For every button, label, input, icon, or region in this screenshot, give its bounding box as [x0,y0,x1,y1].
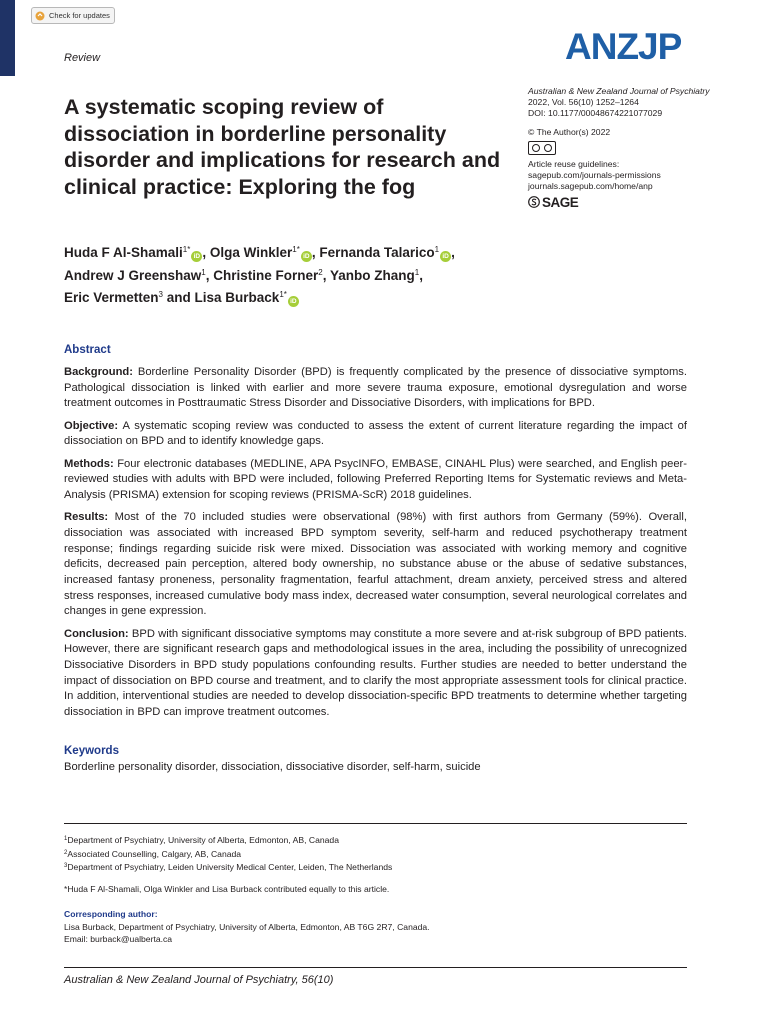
author-affiliation-marker: 1 [414,267,420,277]
publisher-name: SAGE [542,194,579,210]
author-separator: and [163,290,195,305]
author-separator: , [419,267,423,283]
page-footer: Australian & New Zealand Journal of Psychiatry, 56(10) [64,974,334,986]
author-affiliation-marker: 1 [434,245,440,254]
abstract-section-label: Conclusion: [64,627,129,640]
keywords-text: Borderline personality disorder, dissociation, dissociative disorder, self-harm, suicide [64,761,481,773]
publisher-logo [528,196,758,208]
corresponding-heading: Corresponding author: [64,909,158,919]
author-affiliation-marker: 3 [158,290,163,299]
author-separator: , [311,245,320,260]
article-type: Review [64,52,101,64]
by-circle-icon [544,144,552,152]
author-separator: , [202,245,210,260]
abstract-heading: Abstract [64,344,111,356]
meta-volume: 2022, Vol. 56(10) 1252–1264 [528,97,639,107]
abstract-section-label: Results: [64,511,109,524]
abstract-section-text: A systematic scoping review was conducted to assess the extent of current literature regarding the impact of dissociation on BPD and to identify knowledge gaps. [64,419,687,448]
left-accent-bar [0,0,15,76]
abstract-section-label: Methods: [64,457,114,470]
author-affiliation-marker: 1* [279,290,287,299]
equal-contribution-note: *Huda F Al-Shamali, Olga Winkler and Lisa Burback contributed equally to this article. [64,884,390,894]
author-name[interactable]: Yanbo Zhang [330,267,415,283]
meta-journal-link[interactable]: journals.sagepub.com/home/anp [528,181,653,191]
author-list [64,240,564,308]
affiliation-marker: 3 [64,863,68,870]
meta-journal: Australian & New Zealand Journal of Psychiatry [528,86,710,96]
footer-divider [64,967,687,968]
affiliation-item [64,860,392,874]
abstract-section-label: Background: [64,366,133,378]
article-title: A systematic scoping review of dissociation in borderline personality disorder and implications for research and clinical practice: Exploring the fog [64,95,501,199]
author-name[interactable]: Andrew J Greenshaw [64,267,202,283]
orcid-icon[interactable]: iD [440,251,451,262]
orcid-icon[interactable]: iD [288,296,299,307]
author-affiliation-marker: 1* [292,245,300,254]
author-name[interactable]: Eric Vermetten [64,290,159,305]
keywords-heading: Keywords [64,745,119,757]
update-icon [35,11,45,21]
cc-circle-icon [532,144,540,152]
author-name[interactable]: Christine Forner [213,267,319,283]
meta-reuse: Article reuse guidelines: [528,159,620,169]
orcid-icon[interactable]: iD [191,251,202,262]
abstract-paragraph [64,627,687,721]
abstract-paragraph [64,365,687,412]
check-for-updates-label: Check for updates [49,11,110,20]
abstract-section-label: Objective: [64,419,119,432]
article-meta [528,86,758,208]
journal-logo: ANZJP [565,26,682,67]
affiliation-item [64,833,392,847]
meta-copyright: © The Author(s) 2022 [528,127,611,137]
affiliations [64,833,392,874]
corresponding-email[interactable]: Email: burback@ualberta.ca [64,934,173,945]
affiliation-marker: 1 [64,836,68,842]
abstract-section-text: Four electronic databases (MEDLINE, APA PsycINFO, EMBASE, CINAHL Plus) were searched, and English peer-reviewed studies with adults with BPD were included, following Preferred Reporting Items for Systematic reviews and Meta-Analysis (PRISMA) extension for scoping reviews (PRISMA-ScR) 2018 guidelines. [64,457,687,501]
author-affiliation-marker: 2 [318,267,323,277]
orcid-icon[interactable]: iD [301,251,312,262]
affiliation-marker: 2 [64,849,68,856]
corresponding-address: Lisa Burback, Department of Psychiatry, University of Alberta, Edmonton, AB T6G 2R7, Canada. [64,922,430,932]
affiliation-text: Department of Psychiatry, University of Alberta, Edmonton, AB, Canada [67,835,339,845]
abstract-body [64,365,687,727]
affiliation-text: Department of Psychiatry, Leiden University Medical Center, Leiden, The Netherlands [67,862,393,873]
check-for-updates-button[interactable] [31,7,115,24]
author-affiliation-marker: 1 [201,267,206,277]
abstract-section-text: Borderline Personality Disorder (BPD) is frequently complicated by the presence of dissociative symptoms. Pathological dissociation is linked with earlier and more severe trauma exposure, emotional dysregulation and worse treatment outcomes in Posttraumatic Stress Disorder and Dissociative Disorders, with implications for BPD. [64,366,687,410]
author-separator: , [205,267,214,283]
abstract-section-text: Most of the 70 included studies were observational (98%) with first authors from Germany (59%). Overall, dissociation was associated with increased BPD symptom severity, self-harm and reduced psychotherapy treatment response; findings regarding suicide risk were mixed. Dissociation was associated with working memory and cognitive deficits, decreased pain perception, altered body ownership, no substance abuse or the abuse of sedative substances, increased fantasy proneness, personality fragmentation, fearful attachment, dream anxiety, perceived stress and altered stress responses, increased cumulative body mass index, decreased water consumption, several neurological correlates and changes in gene expression. [64,511,687,618]
author-name[interactable]: Huda F Al-Shamali [64,245,183,260]
affiliation-item [64,847,392,861]
author-affiliation-marker: 1* [182,245,191,254]
affiliation-divider [64,823,687,824]
author-separator: , [451,245,455,260]
meta-reuse-link[interactable]: sagepub.com/journals-permissions [528,170,661,180]
abstract-paragraph [64,510,687,620]
cc-license-icon[interactable] [528,141,556,155]
abstract-paragraph [64,457,687,504]
abstract-section-text: BPD with significant dissociative symptoms may constitute a more severe and at-risk subgroup of BPD patients. However, there are significant research gaps and methodological issues in the area, including the possibility of unrecognized Dissociative Disorders in BPD study populations confounding results. Further studies are needed to better understand the impact of dissociation on BPD course and treatment, and to clarify the most appropriate assessment tools for clinical practice. In addition, interventional studies are needed to develop dissociation-specific BPD treatments to determine whether targeting dissociation in BPD can improve treatment outcomes. [64,627,687,719]
meta-doi[interactable]: DOI: 10.1177/00048674221077029 [528,108,663,118]
abstract-paragraph [64,419,687,450]
author-name[interactable]: Lisa Burback [194,290,280,305]
affiliation-text: Associated Counselling, Calgary, AB, Canada [67,848,242,859]
sage-icon [528,196,540,208]
corresponding-details [64,921,430,945]
author-name[interactable]: Olga Winkler [209,245,293,260]
author-separator: , [322,267,330,283]
author-name[interactable]: Fernanda Talarico [319,245,435,260]
